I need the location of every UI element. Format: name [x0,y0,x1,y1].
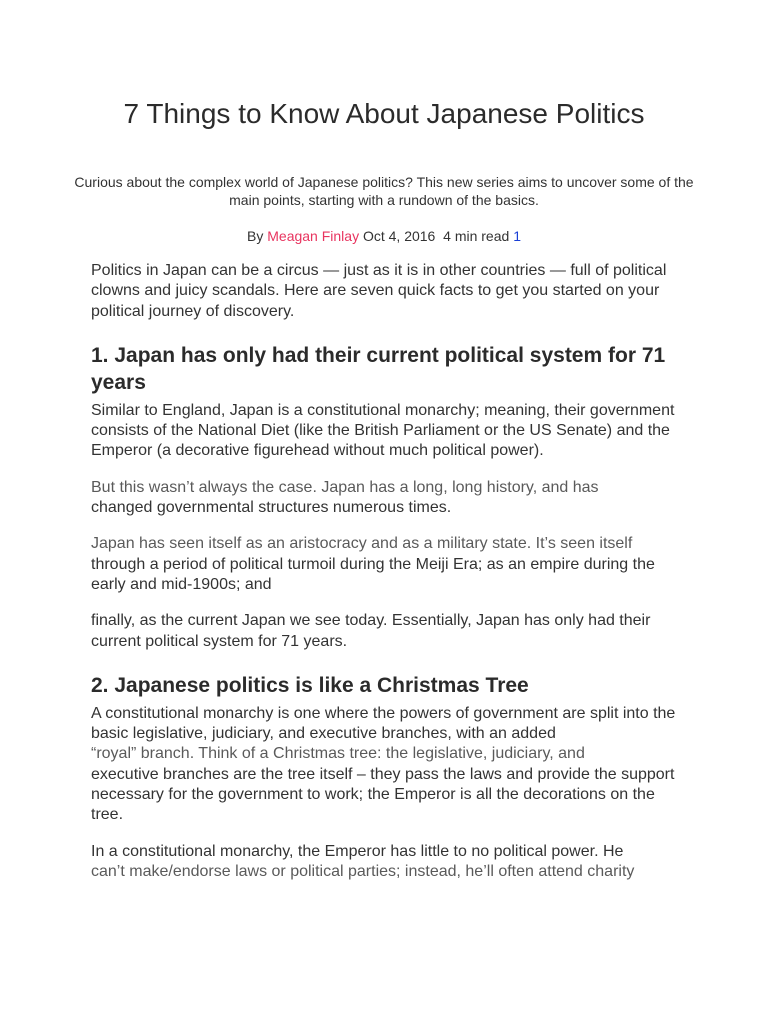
section-1-paragraph-2-line-2: changed governmental structures numerous times. [91,499,452,517]
section-2-paragraph-2-line-1: In a constitutional monarchy, the Emperor has little to no political power. He [91,842,624,860]
publish-date: Oct 4, 2016 [362,228,436,244]
section-2-paragraph-1-part-1: A constitutional monarchy is one where the powers of government are split into the basic legislative, judiciary, and executive branches, with an added [91,704,676,743]
section-2-paragraph-2 [91,842,691,883]
author-link[interactable]: Meagan Finlay [267,228,360,244]
section-1-paragraph-1: Similar to England, Japan is a constitutional monarchy; meaning, their government consists of the National Diet (like the British Parliament or the US Senate) and the Emperor (a decorative figurehead without much political power). [91,401,675,460]
section-1-paragraph-2-line-1: But this wasn’t always the case. Japan has a long, long history, and has [91,478,599,496]
article-subtitle: Curious about the complex world of Japanese politics? This new series aims to uncover some of the main points, starting with a rundown of the basics. [74,174,694,208]
intro-paragraph: Politics in Japan can be a circus — just as it is in other countries — full of political clowns and juicy scandals. Here are seven quick facts to get you started on your political journey of discovery. [91,262,667,320]
article-title: 7 Things to Know About Japanese Politics [123,98,645,129]
section-1-paragraph-4: finally, as the current Japan we see today. Essentially, Japan has only had their current political system for 71 years. [91,612,651,650]
section-1-paragraph-3-rest: through a period of political turmoil during the Meiji Era; as an empire during the early and mid-1900s; and [91,555,655,593]
read-time: 4 min read [443,228,510,244]
section-2-heading: 2. Japanese politics is like a Christmas Tree [91,673,529,697]
section-2-paragraph-1-part-2: “royal” branch. Think of a Christmas tree: the legislative, judiciary, and [91,745,585,763]
section-1-paragraph-3-line-1: Japan has seen itself as an aristocracy and as a military state. It’s seen itself [91,535,633,553]
byline [84,227,684,245]
response-count-link[interactable]: 1 [513,228,521,244]
article-body [91,261,691,882]
section-1-heading: 1. Japan has only had their current political system for 71 years [91,343,666,394]
section-2-paragraph-1-part-3: executive branches are the tree itself – they pass the laws and provide the support necessary for the government to work; the Emperor is all the decorations on the tree. [91,765,675,824]
section-1-paragraph-3 [91,534,691,595]
section-2-paragraph-1 [91,704,691,826]
section-1-paragraph-2 [91,478,691,519]
byline-by: By [247,228,264,244]
section-2-paragraph-2-line-2: can’t make/endorse laws or political parties; instead, he’ll often attend charity [91,862,635,880]
